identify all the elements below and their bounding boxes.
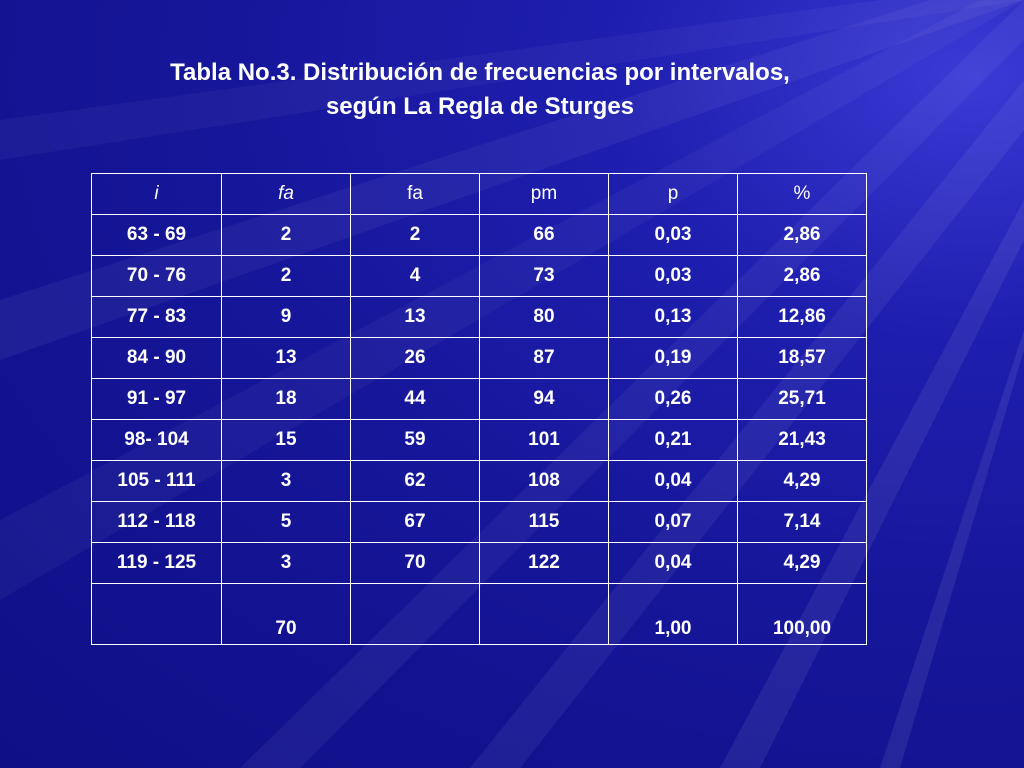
- cell-fa: 15: [222, 420, 351, 461]
- cell-percent: 18,57: [738, 338, 867, 379]
- cell-interval: 105 - 111: [92, 461, 222, 502]
- cell-fa: 9: [222, 297, 351, 338]
- cell-percent: 4,29: [738, 543, 867, 584]
- cell-fa-cumulative: 70: [351, 543, 480, 584]
- page-title: [70, 56, 890, 124]
- cell-pm: 87: [480, 338, 609, 379]
- header-interval: i: [92, 174, 222, 215]
- cell-interval: 119 - 125: [92, 543, 222, 584]
- cell-interval: 84 - 90: [92, 338, 222, 379]
- cell-interval: 77 - 83: [92, 297, 222, 338]
- table-row: [92, 420, 867, 461]
- header-percent: %: [738, 174, 867, 215]
- cell-pm: 94: [480, 379, 609, 420]
- title-line-1: Tabla No.3. Distribución de frecuencias por intervalos,: [170, 59, 790, 86]
- cell-fa: 5: [222, 502, 351, 543]
- cell-pm: 66: [480, 215, 609, 256]
- cell-fa-cumulative: 26: [351, 338, 480, 379]
- cell-fa-cumulative: 67: [351, 502, 480, 543]
- cell-pm: 80: [480, 297, 609, 338]
- cell-percent: 12,86: [738, 297, 867, 338]
- cell-fa-cumulative: 44: [351, 379, 480, 420]
- cell-percent: 2,86: [738, 215, 867, 256]
- cell-pm: 122: [480, 543, 609, 584]
- total-p: 1,00: [609, 584, 738, 645]
- title-line-2: según La Regla de Sturges: [325, 93, 635, 120]
- cell-percent: 21,43: [738, 420, 867, 461]
- total-pm: [480, 584, 609, 645]
- cell-fa-cumulative: 2: [351, 215, 480, 256]
- cell-percent: 7,14: [738, 502, 867, 543]
- header-absolute-frequency: fa: [222, 174, 351, 215]
- total-percent: 100,00: [738, 584, 867, 645]
- cell-pm: 73: [480, 256, 609, 297]
- cell-p: 0,07: [609, 502, 738, 543]
- cell-percent: 4,29: [738, 461, 867, 502]
- table-row: [92, 338, 867, 379]
- header-cumulative-frequency: fa: [351, 174, 480, 215]
- cell-percent: 2,86: [738, 256, 867, 297]
- cell-fa: 13: [222, 338, 351, 379]
- cell-p: 0,26: [609, 379, 738, 420]
- total-fa: 70: [222, 584, 351, 645]
- cell-p: 0,03: [609, 256, 738, 297]
- header-midpoint: pm: [480, 174, 609, 215]
- cell-fa: 3: [222, 461, 351, 502]
- table-row: [92, 297, 867, 338]
- cell-interval: 63 - 69: [92, 215, 222, 256]
- table-row: [92, 502, 867, 543]
- cell-interval: 98- 104: [92, 420, 222, 461]
- cell-pm: 115: [480, 502, 609, 543]
- cell-interval: 112 - 118: [92, 502, 222, 543]
- cell-pm: 101: [480, 420, 609, 461]
- cell-interval: 91 - 97: [92, 379, 222, 420]
- cell-fa: 2: [222, 215, 351, 256]
- frequency-table: [91, 173, 867, 645]
- table-row: [92, 256, 867, 297]
- cell-p: 0,13: [609, 297, 738, 338]
- cell-percent: 25,71: [738, 379, 867, 420]
- cell-p: 0,19: [609, 338, 738, 379]
- cell-interval: 70 - 76: [92, 256, 222, 297]
- table-row: [92, 461, 867, 502]
- total-interval: [92, 584, 222, 645]
- table-row: [92, 543, 867, 584]
- header-proportion: p: [609, 174, 738, 215]
- cell-p: 0,21: [609, 420, 738, 461]
- cell-pm: 108: [480, 461, 609, 502]
- table-row: [92, 379, 867, 420]
- cell-p: 0,04: [609, 461, 738, 502]
- cell-fa-cumulative: 62: [351, 461, 480, 502]
- cell-fa-cumulative: 13: [351, 297, 480, 338]
- cell-p: 0,04: [609, 543, 738, 584]
- cell-fa-cumulative: 4: [351, 256, 480, 297]
- table-row: [92, 215, 867, 256]
- cell-fa: 18: [222, 379, 351, 420]
- cell-p: 0,03: [609, 215, 738, 256]
- cell-fa: 2: [222, 256, 351, 297]
- cell-fa: 3: [222, 543, 351, 584]
- table-header-row: [92, 174, 867, 215]
- cell-fa-cumulative: 59: [351, 420, 480, 461]
- total-fa-cumulative: [351, 584, 480, 645]
- table-totals-row: [92, 584, 867, 645]
